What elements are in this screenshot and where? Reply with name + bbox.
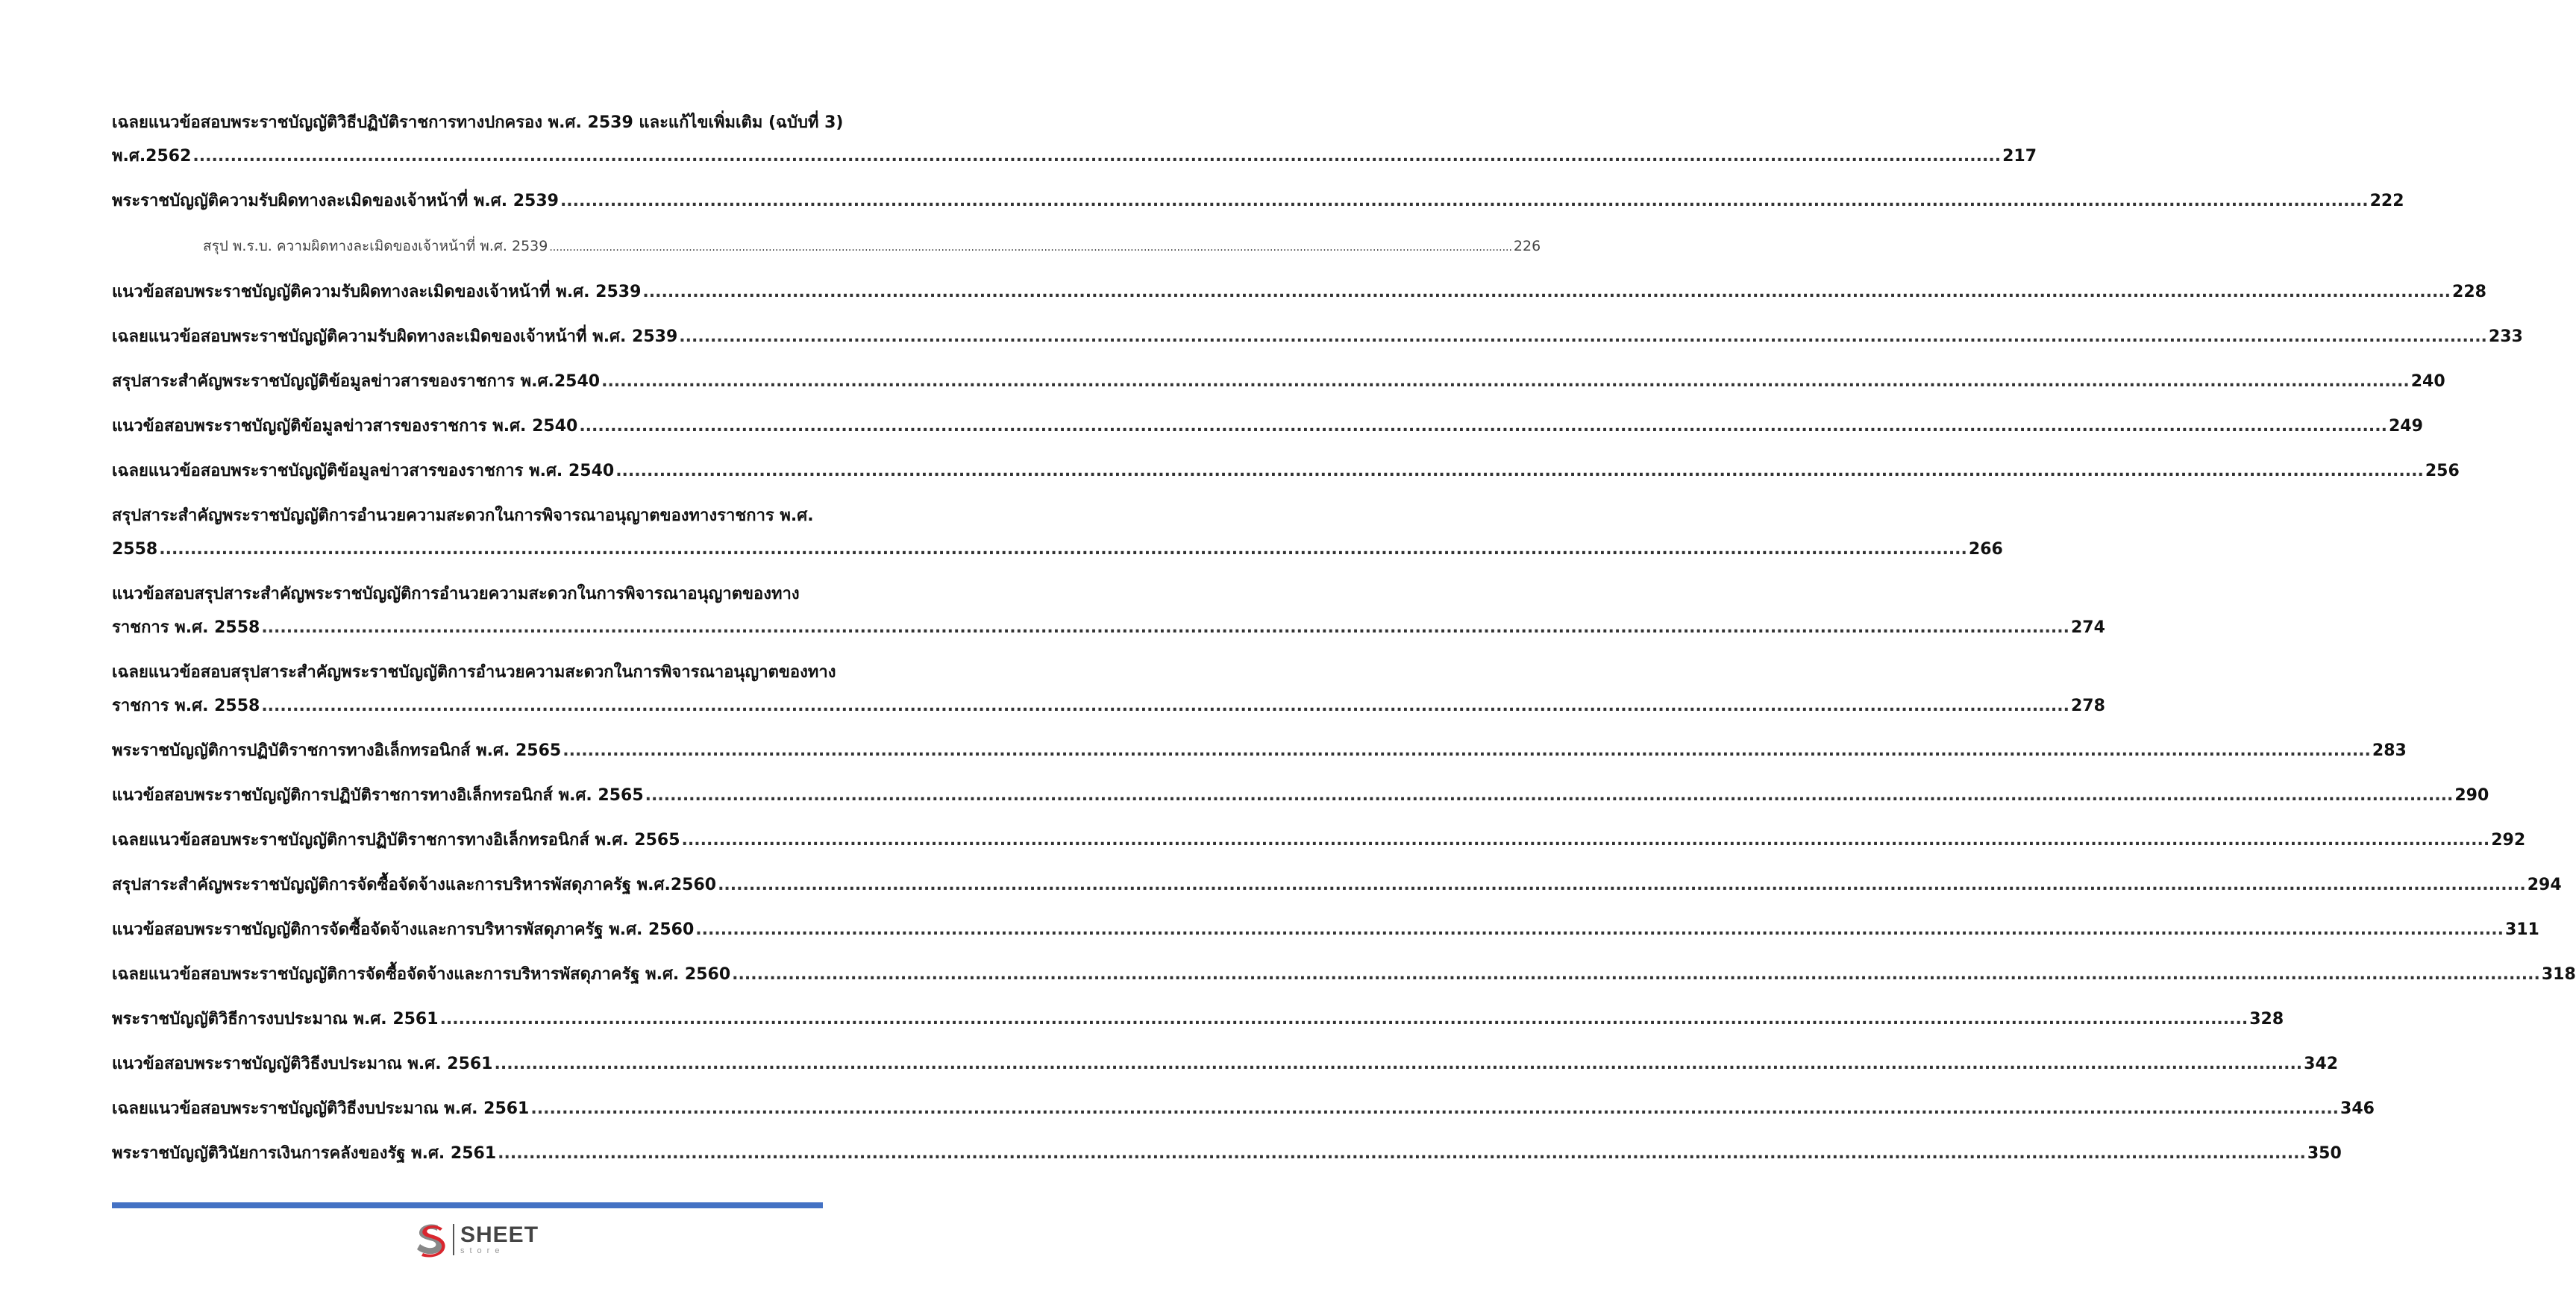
toc-entry-title: พระราชบัญญัติความรับผิดทางละเมิดของเจ้าหน้าที่ พ.ศ. 2539: [112, 192, 559, 210]
toc-entry-page: 311: [2504, 920, 2539, 939]
toc-entry[interactable]: [112, 785, 2489, 807]
toc-entry-page: 346: [2340, 1099, 2375, 1118]
toc-entry[interactable]: [112, 1008, 2284, 1031]
s-logo-icon: [413, 1221, 448, 1258]
toc-subentry[interactable]: [112, 235, 1541, 259]
toc-entry-title: เฉลยแนวข้อสอบพระราชบัญญัติการปฏิบัติราชการทางอิเล็กทรอนิกส์ พ.ศ. 2565: [112, 831, 680, 850]
toc-entry-page: 274: [2070, 618, 2105, 637]
leader-dots: ..................................................................................................................................................................................................................................................................................................: [549, 242, 1512, 254]
toc-entry-page: 226: [1513, 238, 1541, 254]
toc-entry-title: เฉลยแนวข้อสอบพระราชบัญญัติการจัดซื้อจัดจ้างและการบริหารพัสดุภาครัฐ พ.ศ. 2560: [112, 965, 731, 984]
toc-entry-page: 292: [2491, 831, 2526, 850]
toc-entry-title-line1: แนวข้อสอบสรุปสาระสำคัญพระราชบัญญัติการอำนวยความสะดวกในการพิจารณาอนุญาตของทาง: [112, 585, 800, 603]
toc-entry-page: 256: [2425, 462, 2460, 480]
toc-entry-page: 233: [2488, 327, 2523, 346]
toc-entry-title: แนวข้อสอบพระราชบัญญัติความรับผิดทางละเมิดของเจ้าหน้าที่ พ.ศ. 2539: [112, 283, 642, 301]
toc-entry-title: เฉลยแนวข้อสอบพระราชบัญญัติความรับผิดทางละเมิดของเจ้าหน้าที่ พ.ศ. 2539: [112, 327, 678, 346]
leader-dots: ..................................................................................................................................................................................................................................................................................................: [642, 283, 2451, 301]
toc-entry-page: 318: [2541, 965, 2576, 984]
toc-entry[interactable]: [112, 740, 2407, 762]
toc-entry-title: ราชการ พ.ศ. 2558: [112, 697, 260, 715]
toc-entry[interactable]: [112, 1053, 2339, 1076]
toc-entry-title: พ.ศ.2562: [112, 147, 192, 166]
leader-dots: ..................................................................................................................................................................................................................................................................................................: [681, 831, 2490, 850]
leader-dots: ..................................................................................................................................................................................................................................................................................................: [494, 1055, 2303, 1073]
toc-entry-page: 278: [2070, 697, 2105, 715]
logo-subword: store: [460, 1246, 505, 1255]
toc-entry-title: สรุปสาระสำคัญพระราชบัญญัติข้อมูลข่าวสารของราชการ พ.ศ.2540: [112, 372, 601, 391]
toc-entry[interactable]: [112, 460, 2460, 483]
toc-entry[interactable]: [112, 415, 2423, 438]
toc-entry[interactable]: [112, 326, 2523, 348]
toc-entry-page: 328: [2249, 1010, 2284, 1029]
logo-separator: [453, 1224, 454, 1255]
leader-dots: ..................................................................................................................................................................................................................................................................................................: [562, 741, 2371, 760]
toc-entry[interactable]: [112, 371, 2445, 393]
leader-dots: ..................................................................................................................................................................................................................................................................................................: [601, 372, 2410, 391]
leader-dots: ..................................................................................................................................................................................................................................................................................................: [615, 462, 2424, 480]
toc-entry-page: 342: [2304, 1055, 2339, 1073]
toc-entry-page: 228: [2452, 283, 2486, 301]
toc-entry-title: แนวข้อสอบพระราชบัญญัติการจัดซื้อจัดจ้างและการบริหารพัสดุภาครัฐ พ.ศ. 2560: [112, 920, 695, 939]
leader-dots: ..................................................................................................................................................................................................................................................................................................: [261, 618, 2069, 637]
toc-entry-page: 283: [2372, 741, 2407, 760]
toc-entry[interactable]: [112, 829, 2526, 852]
leader-dots: ..................................................................................................................................................................................................................................................................................................: [192, 147, 2002, 166]
toc-entry-title-line1: เฉลยแนวข้อสอบสรุปสาระสำคัญพระราชบัญญัติการอำนวยความสะดวกในการพิจารณาอนุญาตของทาง: [112, 663, 836, 682]
logo-word: SHEET: [460, 1222, 539, 1247]
leader-dots: ..................................................................................................................................................................................................................................................................................................: [679, 327, 2487, 346]
toc-entry[interactable]: [112, 662, 2105, 718]
toc-entry-title: เฉลยแนวข้อสอบพระราชบัญญัติวิธีงบประมาณ พ.ศ. 2561: [112, 1099, 530, 1118]
leader-dots: ..................................................................................................................................................................................................................................................................................................: [718, 876, 2526, 894]
leader-dots: ..................................................................................................................................................................................................................................................................................................: [261, 697, 2069, 715]
toc-entry-title: แนวข้อสอบพระราชบัญญัติข้อมูลข่าวสารของราชการ พ.ศ. 2540: [112, 417, 578, 436]
sheet-store-logo: [413, 1220, 539, 1259]
toc-entry-page: 290: [2454, 786, 2489, 805]
toc-entry-title: พระราชบัญญัติการปฏิบัติราชการทางอิเล็กทรอนิกส์ พ.ศ. 2565: [112, 741, 562, 760]
toc-entry[interactable]: [112, 1098, 2375, 1120]
toc-entry[interactable]: [112, 505, 2003, 561]
toc-entry[interactable]: [112, 583, 2105, 639]
leader-dots: ..................................................................................................................................................................................................................................................................................................: [439, 1010, 2248, 1029]
leader-dots: ..................................................................................................................................................................................................................................................................................................: [695, 920, 2504, 939]
toc-entry[interactable]: [112, 112, 2037, 168]
toc-entry[interactable]: [112, 281, 2486, 304]
toc-entry-title: แนวข้อสอบพระราชบัญญัติการปฏิบัติราชการทางอิเล็กทรอนิกส์ พ.ศ. 2565: [112, 786, 644, 805]
toc-entry[interactable]: [112, 190, 2404, 213]
toc-entry-title: พระราชบัญญัติวิธีการงบประมาณ พ.ศ. 2561: [112, 1010, 439, 1029]
toc-entry-title: 2558: [112, 540, 158, 559]
leader-dots: ..................................................................................................................................................................................................................................................................................................: [530, 1099, 2340, 1118]
footer-rule: [112, 1202, 823, 1208]
toc-entry-page: 350: [2307, 1144, 2342, 1163]
toc-entry-page: 266: [1968, 540, 2003, 559]
leader-dots: ..................................................................................................................................................................................................................................................................................................: [159, 540, 1967, 559]
toc-entry-page: 240: [2410, 372, 2445, 391]
logo-wordmark: [460, 1224, 539, 1255]
toc-entry-title: เฉลยแนวข้อสอบพระราชบัญญัติข้อมูลข่าวสารของราชการ พ.ศ. 2540: [112, 462, 615, 480]
toc-entry-page: 222: [2369, 192, 2404, 210]
toc-entry-title: พระราชบัญญัติวินัยการเงินการคลังของรัฐ พ.ศ. 2561: [112, 1144, 497, 1163]
leader-dots: ..................................................................................................................................................................................................................................................................................................: [732, 965, 2540, 984]
leader-dots: ..................................................................................................................................................................................................................................................................................................: [560, 192, 2369, 210]
toc-entry[interactable]: [112, 874, 2562, 897]
toc-entry-title-line1: สรุปสาระสำคัญพระราชบัญญัติการอำนวยความสะดวกในการพิจารณาอนุญาตของทางราชการ พ.ศ.: [112, 506, 814, 525]
toc-entry-title: ราชการ พ.ศ. 2558: [112, 618, 260, 637]
leader-dots: ..................................................................................................................................................................................................................................................................................................: [498, 1144, 2306, 1163]
toc-entry-title: แนวข้อสอบพระราชบัญญัติวิธีงบประมาณ พ.ศ. 2561: [112, 1055, 493, 1073]
toc-entry-page: 294: [2527, 876, 2562, 894]
toc-entry-page: 217: [2002, 147, 2037, 166]
toc-entry-title: สรุป พ.ร.บ. ความผิดทางละเมิดของเจ้าหน้าที่ พ.ศ. 2539: [203, 238, 548, 254]
table-of-contents: [112, 112, 2576, 1187]
leader-dots: ..................................................................................................................................................................................................................................................................................................: [645, 786, 2454, 805]
toc-entry-title-line1: เฉลยแนวข้อสอบพระราชบัญญัติวิธีปฏิบัติราชการทางปกครอง พ.ศ. 2539 และแก้ไขเพิ่มเติม (ฉบับที่ 3): [112, 113, 844, 132]
toc-entry-title: สรุปสาระสำคัญพระราชบัญญัติการจัดซื้อจัดจ้างและการบริหารพัสดุภาครัฐ พ.ศ.2560: [112, 876, 717, 894]
toc-entry[interactable]: [112, 1143, 2342, 1165]
leader-dots: ..................................................................................................................................................................................................................................................................................................: [579, 417, 2387, 436]
toc-entry-page: 249: [2388, 417, 2423, 436]
toc-entry[interactable]: [112, 964, 2576, 986]
toc-entry[interactable]: [112, 919, 2539, 941]
